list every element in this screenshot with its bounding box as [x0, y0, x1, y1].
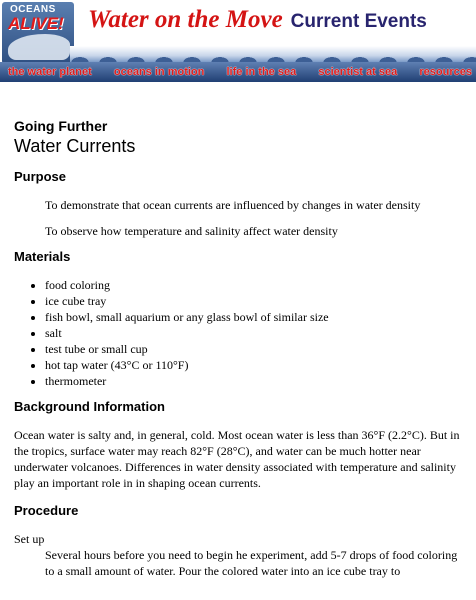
materials-heading: Materials: [14, 249, 71, 264]
nav-link-oceans-in-motion[interactable]: oceans in motion: [113, 66, 205, 78]
background-heading: Background Information: [14, 399, 165, 414]
list-item: • test tube or small cup: [45, 341, 466, 357]
materials-list: [14, 277, 466, 389]
logo-line1: OCEANS: [10, 4, 56, 15]
site-title: Water on the Move: [88, 6, 283, 33]
procedure-heading: Procedure: [14, 503, 79, 518]
setup-text: Several hours before you need to begin he experiment, add 5-7 drops of food coloring to a small amount of water. Pour the colored water into an ice cube tray to: [45, 548, 458, 578]
main-content: [14, 118, 466, 579]
list-item: • thermometer: [45, 373, 466, 389]
setup-label: Set up: [14, 532, 45, 546]
wave-logo-icon: [8, 34, 70, 60]
page-title: Water Currents: [14, 136, 136, 156]
nav-bar: [0, 62, 476, 82]
list-item: • hot tap water (43°C or 110°F): [45, 357, 466, 373]
oceans-alive-logo[interactable]: [2, 2, 74, 64]
background-text: Ocean water is salty and, in general, cold. Most ocean water is less than 36°F (2.2°C). But in the tropics, surface water may reach 82°F (28°C), and water can be much hotter near underwater volcanoes. Differences in water density associated with temperature and salinity play an important role in in shaping ocean currents.: [14, 428, 460, 490]
header-banner: [0, 0, 476, 82]
list-item: • ice cube tray: [45, 293, 466, 309]
section-title: Current Events: [290, 11, 427, 32]
page-kicker: Going Further: [14, 118, 108, 134]
purpose-item: To demonstrate that ocean currents are influenced by changes in water density: [45, 198, 421, 212]
logo-line2: ALIVE!: [8, 14, 64, 33]
list-item: • salt: [45, 325, 466, 341]
purpose-section: [45, 197, 466, 239]
nav-link-scientist-at-sea[interactable]: scientist at sea: [318, 66, 398, 78]
list-item: • fish bowl, small aquarium or any glass bowl of similar size: [45, 309, 466, 325]
nav-link-resources[interactable]: resources: [419, 66, 472, 78]
wave-decoration: [70, 46, 476, 62]
header-title: [88, 6, 427, 34]
list-item: • food coloring: [45, 277, 466, 293]
nav-link-life-in-the-sea[interactable]: life in the sea: [226, 66, 297, 78]
purpose-item: To observe how temperature and salinity affect water density: [45, 224, 338, 238]
purpose-heading: Purpose: [14, 169, 67, 184]
nav-link-water-planet[interactable]: the water planet: [8, 66, 92, 78]
